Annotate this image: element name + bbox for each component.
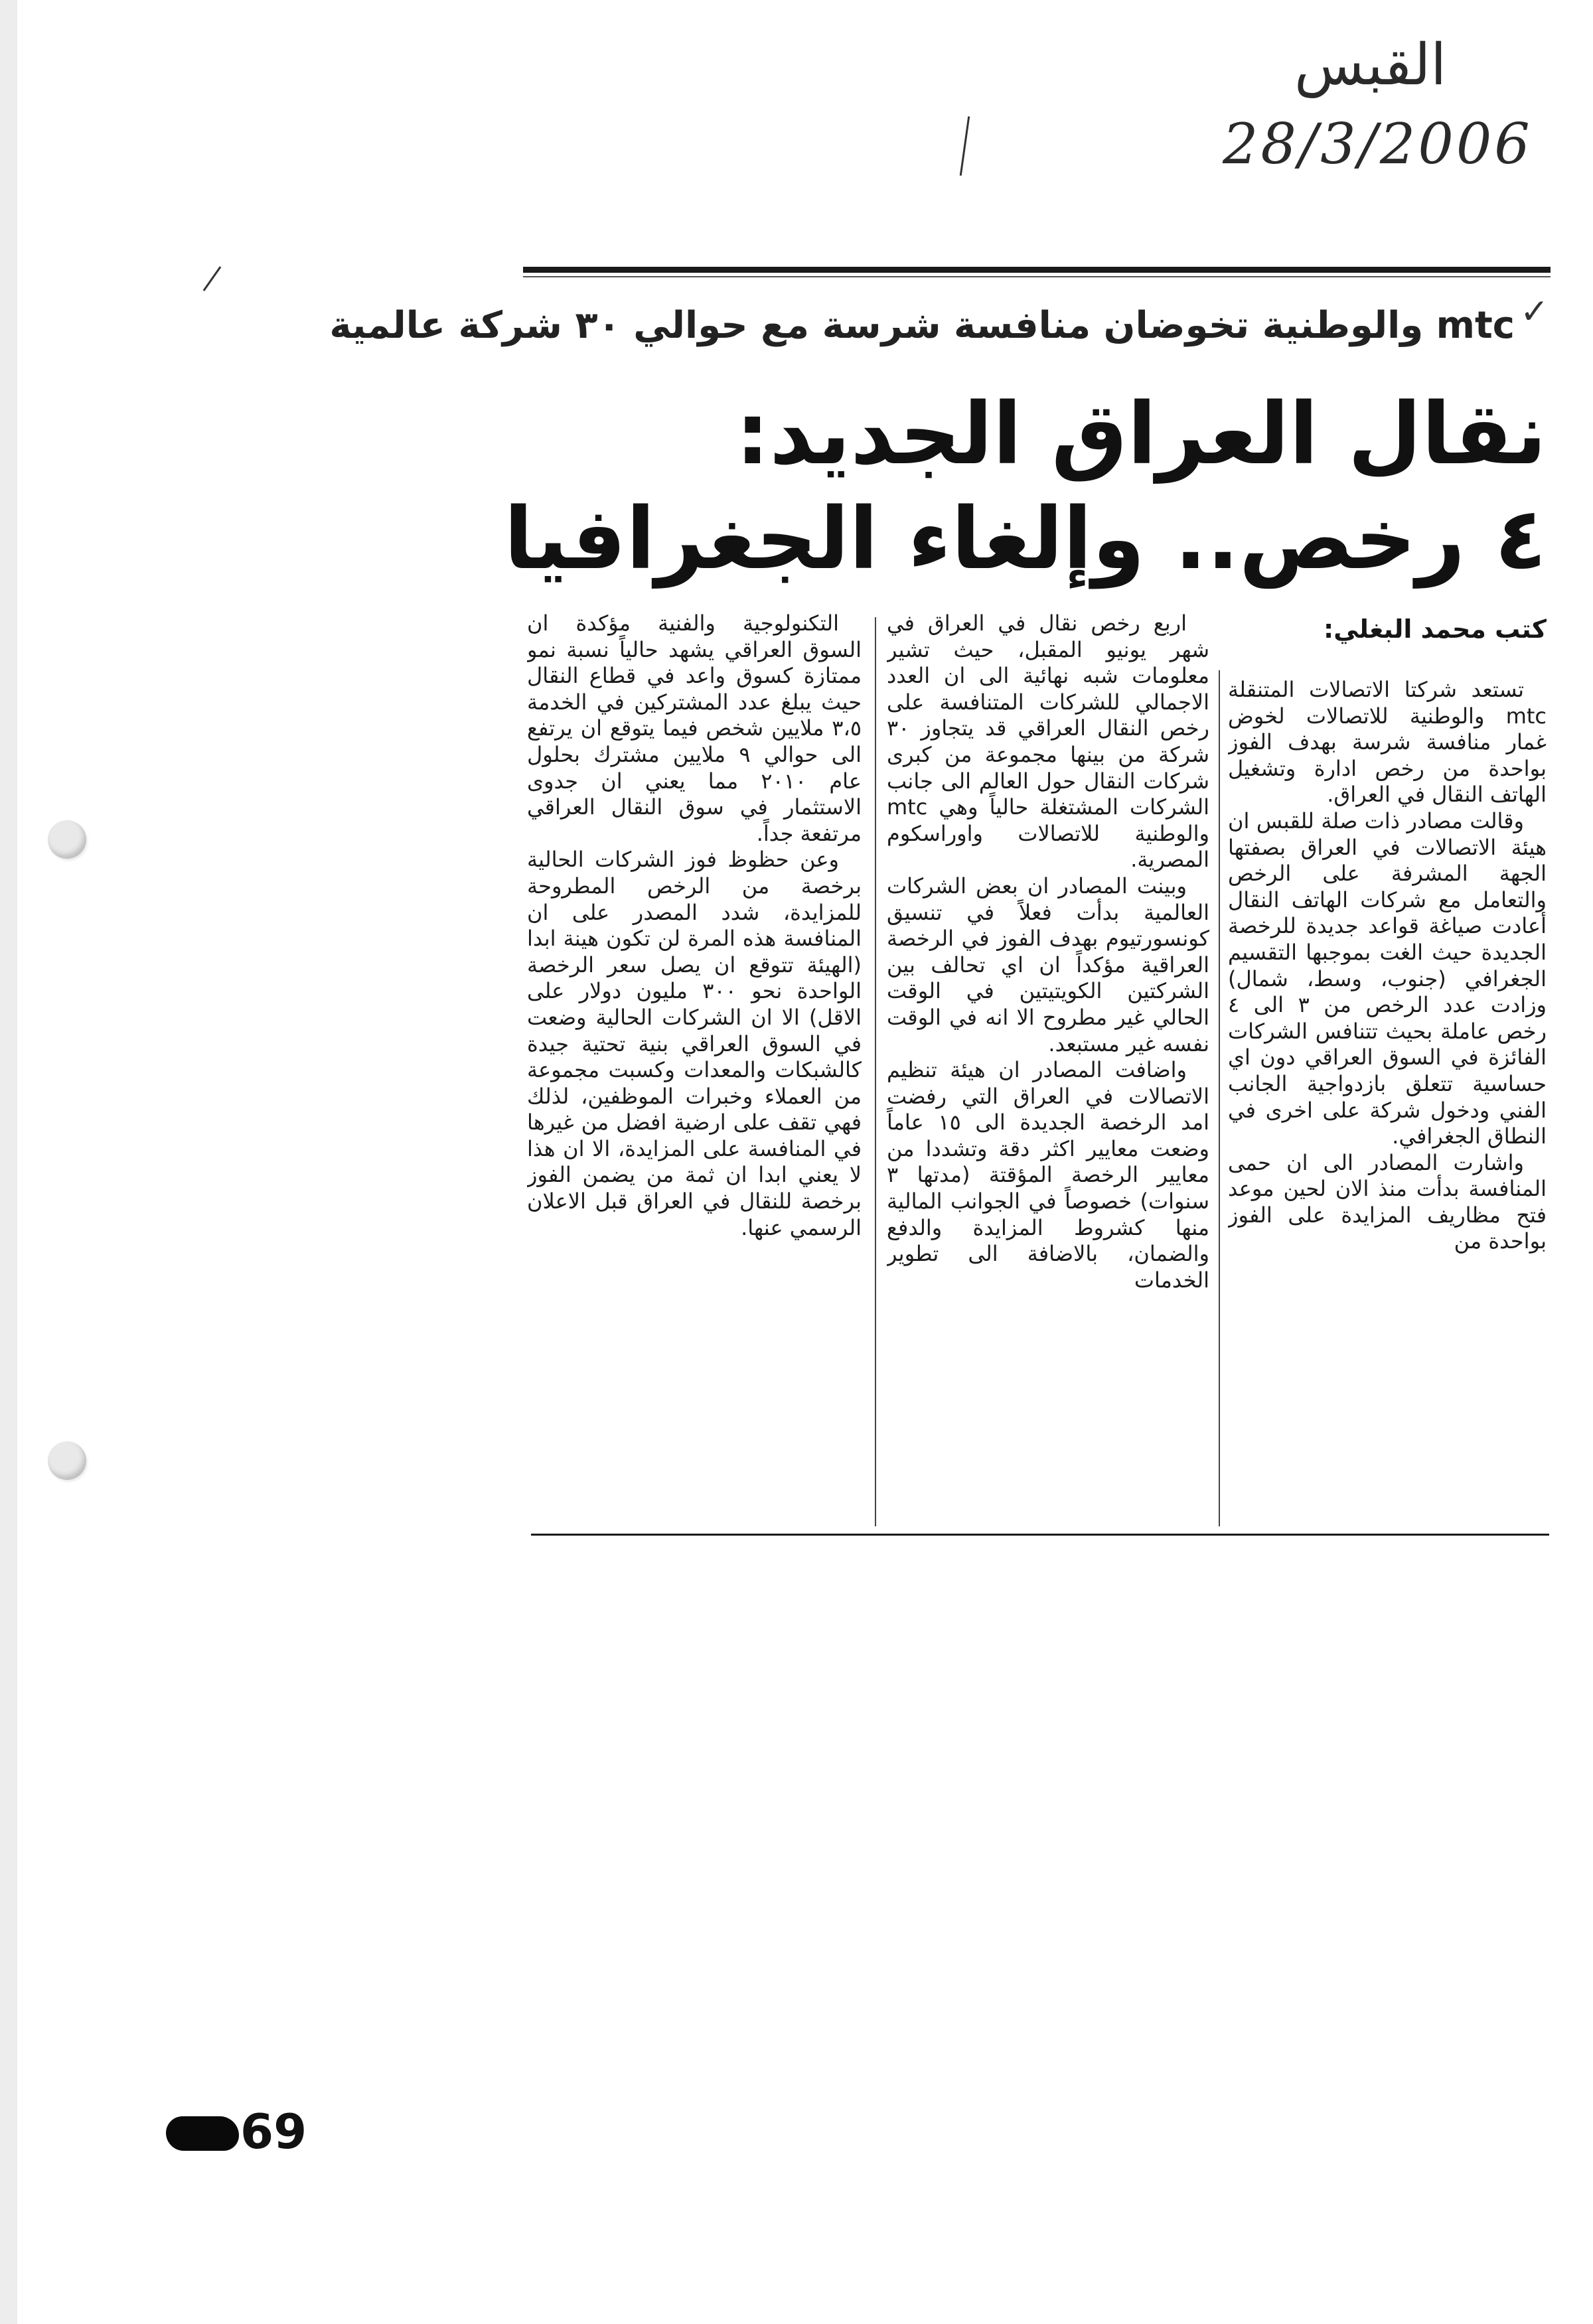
article-column-2 [887, 611, 1209, 1526]
paragraph: وعن حظوظ فوز الشركات الحالية برخصة من الرخص المطروحة للمزايدة، شدد المصدر على ان المنافسة هذه المرة لن تكون هينة ابدا (الهيئة تتوقع ان يصل سعر الرخصة الواحدة نحو ٣٠٠ مليون دولار على الاقل) الا ان الشركات الحالية وضعت في السوق العراقي بنية تحتية جيدة كالشبكات والمعدات وكسبت مجموعة من العملاء وخبرات الموظفين، لذلك فهي تقف على ارضية افضل من غيرها في المنافسة على المزايدة، الا ان هذا لا يعني ابدا ان ثمة من يضمن الفوز برخصة للنقال في العراق قبل الاعلان الرسمي عنها. [527, 847, 862, 1240]
handwritten-date: 28/3/2006 [1223, 111, 1533, 177]
header-rule [523, 267, 1551, 273]
punch-hole-bottom [48, 1441, 86, 1480]
article-byline: كتب محمد البغلي: [1323, 615, 1547, 644]
page-number-text: 69 [240, 2104, 307, 2159]
ink-blot [166, 2116, 239, 2151]
paragraph: التكنولوجية والفنية مؤكدة ان السوق العراقي يشهد حالياً نسبة نمو ممتازة كسوق واعد في قطاع النقال حيث يبلغ عدد المشتركين في الخدمة ٣،٥ ملايين شخص فيما يتوقع ان يرتفع الى حوالي ٩ ملايين مشترك بحلول عام ٢٠١٠ مما يعني ان جدوى الاستثمار في سوق النقال العراقي مرتفعة جداً. [527, 611, 862, 846]
page-number [166, 2104, 307, 2159]
paragraph: واضافت المصادر ان هيئة تنظيم الاتصالات في العراق التي رفضت امد الرخصة الجديدة الى ١٥ عاماً وضعت معايير اكثر دقة وتشددا من معايير الرخصة المؤقتة (مدتها ٣ سنوات) خصوصاً في الجوانب المالية منها كشروط المزايدة والدفع والضمان، بالاضافة الى تطوير الخدمات [887, 1057, 1209, 1293]
check-mark-icon: ✓ [1520, 292, 1549, 332]
paragraph: واشارت المصادر الى ان حمى المنافسة بدأت منذ الان لحين موعد فتح مظاريف المزايدة على الفوز بواحدة من [1228, 1149, 1547, 1254]
paragraph: اربع رخص نقال في العراق في شهر يونيو المقبل، حيث تشير معلومات شبه نهائية الى ان العدد الاجمالي للشركات المتنافسة على رخص النقال العراقي قد يتجاوز ٣٠ شركة من بينها مجموعة من كبرى شركات النقال حول العالم الى جانب الشركات المشتغلة حالياً وهي mtc والوطنية للاتصالات واوراسكوم المصرية. [887, 611, 1209, 873]
column-divider [875, 617, 876, 1526]
column-divider [1219, 670, 1220, 1526]
article-headline-line-1: نقال العراق الجديد: [735, 385, 1547, 484]
punch-hole-top [48, 820, 86, 859]
article-column-1 [1228, 677, 1547, 1526]
paragraph: تستعد شركتا الاتصالات المتنقلة mtc والوطنية للاتصالات لخوض غمار منافسة شرسة بهدف الفوز بواحدة من رخص ادارة وتشغيل الهاتف النقال في العراق. [1228, 677, 1547, 808]
scan-left-edge [0, 0, 17, 2324]
stray-pen-mark [960, 116, 970, 176]
article-headline-line-2: ٤ رخص.. وإلغاء الجغرافيا [504, 490, 1547, 589]
paragraph: وقالت مصادر ذات صلة للقبس ان هيئة الاتصالات في العراق بصفتها الجهة المشرفة على الرخص والتعامل مع شركات الهاتف النقال أعادت صياغة قواعد جديدة للرخصة الجديدة حيث الغت بموجبها التقسيم الجغرافي (جنوب، وسط، شمال) وزادت عدد الرخص من ٣ الى ٤ رخص عاملة بحيث تتنافس الشركات الفائزة في السوق العراقي دون اي حساسية تتعلق بازدواجية الجانب الفني ودخول شركة على اخرى في النطاق الجغرافي. [1228, 808, 1547, 1149]
article-column-3 [527, 611, 862, 1526]
paragraph: وبينت المصادر ان بعض الشركات العالمية بدأت فعلاً في تنسيق كونسورتيوم بهدف الفوز في الرخصة العراقية مؤكداً ان اي تحالف بين الشركتين الكويتيتين في الوقت الحالي غير مطروح الا انه في الوقت نفسه غير مستبعد. [887, 873, 1209, 1056]
article-kicker: mtc والوطنية تخوضان منافسة شرسة مع حوالي ٣٠ شركة عالمية [329, 304, 1515, 347]
footer-rule [531, 1534, 1549, 1536]
header-rule-thin [523, 276, 1551, 277]
stray-pen-mark [203, 266, 222, 291]
handwritten-publication-name: القبس [1294, 32, 1447, 98]
